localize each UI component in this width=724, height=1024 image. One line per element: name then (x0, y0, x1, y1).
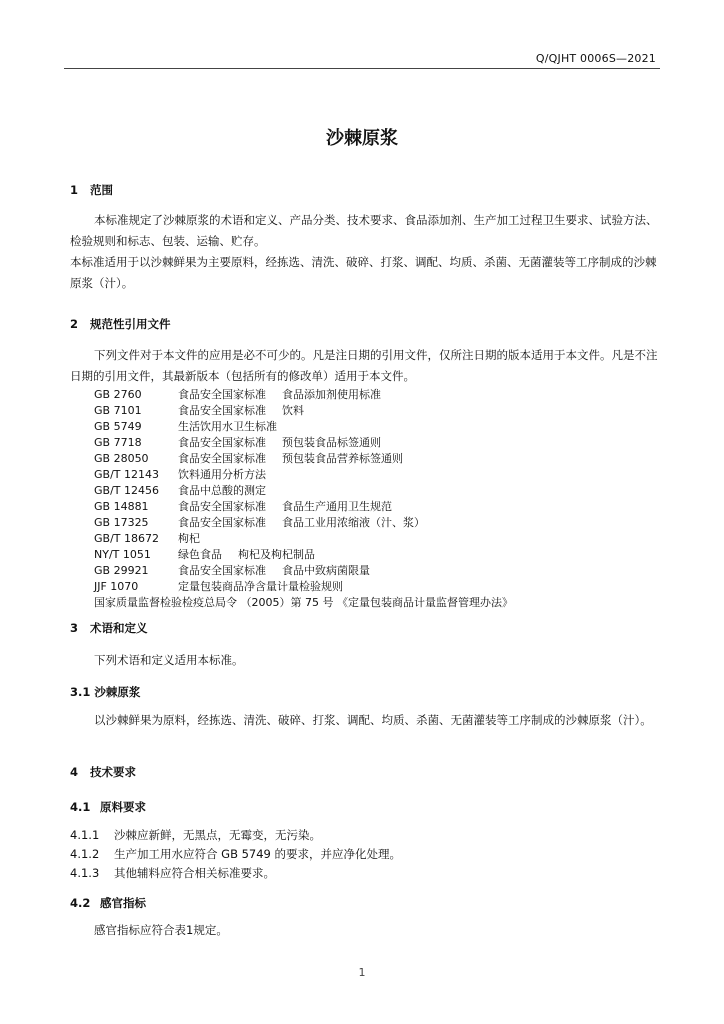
section-2-heading (70, 316, 171, 332)
reference-title: 食品安全国家标准 (178, 516, 266, 529)
reference-row (94, 483, 513, 499)
reference-row (94, 451, 513, 467)
header-divider (64, 68, 660, 69)
reference-subtitle: 预包装食品标签通则 (282, 436, 381, 449)
reference-subtitle: 预包装食品营养标签通则 (282, 452, 403, 465)
reference-code: GB 29921 (94, 564, 149, 577)
reference-subtitle: 食品中致病菌限量 (282, 564, 370, 577)
reference-title: 生活饮用水卫生标准 (178, 420, 277, 433)
scope-paragraph-1: 本标准规定了沙棘原浆的术语和定义、产品分类、技术要求、食品添加剂、生产加工过程卫生要求、试验方法、检验规则和标志、包装、运输、贮存。 (70, 213, 658, 248)
requirement-number: 4.1.1 (70, 828, 100, 842)
reference-row (94, 515, 513, 531)
requirement-item (70, 826, 401, 845)
reference-code: GB 5749 (94, 420, 142, 433)
reference-title: 定量包装商品净含量计量检验规则 (178, 580, 343, 593)
requirement-text: 生产加工用水应符合 GB 5749 的要求，并应净化处理。 (114, 847, 402, 861)
page-number: 1 (358, 966, 366, 979)
reference-title: 食品安全国家标准 (178, 452, 266, 465)
sensory-text: 感官指标应符合表1规定。 (94, 923, 228, 937)
requirement-item (70, 864, 401, 883)
reference-row-regulation (94, 595, 513, 611)
raw-material-requirements (70, 826, 401, 883)
subsection-4-2-heading (70, 895, 146, 911)
reference-code: JJF 1070 (94, 580, 139, 593)
reference-code: GB/T 18672 (94, 532, 159, 545)
section-title: 范围 (90, 183, 113, 197)
requirement-item (70, 845, 401, 864)
reference-subtitle: 枸杞及枸杞制品 (238, 548, 315, 561)
section-number: 4 (70, 765, 79, 779)
reference-row (94, 499, 513, 515)
reference-code: GB 7718 (94, 436, 142, 449)
reference-title: 饮料通用分析方法 (178, 468, 266, 481)
reference-title: 枸杞 (178, 532, 200, 545)
reference-row (94, 563, 513, 579)
reference-subtitle: 饮料 (282, 404, 304, 417)
requirement-text: 沙棘应新鲜，无黑点，无霉变，无污染。 (114, 828, 321, 842)
reference-row (94, 387, 513, 403)
reference-row (94, 531, 513, 547)
subsection-number: 4.1 (70, 800, 91, 814)
scope-paragraph-2: 本标准适用于以沙棘鲜果为主要原料，经拣选、清洗、破碎、打浆、调配、均质、杀菌、无菌灌装等工序制成的沙棘原浆（汁）。 (70, 255, 657, 290)
normative-intro: 下列文件对于本文件的应用是必不可少的。凡是注日期的引用文件，仅所注日期的版本适用于本文件。凡是不注日期的引用文件，其最新版本（包括所有的修改单）适用于本文件。 (70, 348, 658, 383)
subsection-title: 原料要求 (100, 800, 146, 814)
regulation-reference: 国家质量监督检验检疫总局令 （2005）第 75 号 《定量包装商品计量监督管理办法》 (94, 596, 513, 609)
reference-code: GB 2760 (94, 388, 142, 401)
reference-title: 食品安全国家标准 (178, 500, 266, 513)
section-title: 规范性引用文件 (90, 317, 171, 331)
reference-row (94, 579, 513, 595)
reference-row (94, 467, 513, 483)
reference-row (94, 403, 513, 419)
reference-subtitle: 食品添加剂使用标准 (282, 388, 381, 401)
standard-number: Q/QJHT 0006S—2021 (535, 52, 656, 65)
section-number: 3 (70, 621, 79, 635)
subsection-number: 4.2 (70, 896, 91, 910)
section-title: 技术要求 (90, 765, 136, 779)
section-title: 术语和定义 (90, 621, 148, 635)
document-title: 沙棘原浆 (326, 128, 398, 149)
subsection-number: 3.1 (70, 685, 91, 699)
reference-title: 食品中总酸的测定 (178, 484, 266, 497)
section-3-heading (70, 620, 148, 636)
section-4-heading (70, 764, 136, 780)
reference-code: GB/T 12456 (94, 484, 159, 497)
reference-list (94, 387, 513, 611)
subsection-3-1-heading (70, 684, 140, 700)
section-number: 1 (70, 183, 79, 197)
reference-title: 绿色食品 (178, 548, 222, 561)
reference-code: GB/T 12143 (94, 468, 159, 481)
reference-title: 食品安全国家标准 (178, 436, 266, 449)
subsection-4-1-heading (70, 799, 146, 815)
subsection-title: 感官指标 (100, 896, 146, 910)
section-1-heading (70, 182, 113, 198)
reference-code: GB 17325 (94, 516, 149, 529)
reference-title: 食品安全国家标准 (178, 388, 266, 401)
requirement-number: 4.1.3 (70, 866, 100, 880)
reference-code: GB 14881 (94, 500, 149, 513)
section-number: 2 (70, 317, 79, 331)
reference-subtitle: 食品生产通用卫生规范 (282, 500, 392, 513)
reference-row (94, 419, 513, 435)
reference-code: NY/T 1051 (94, 548, 151, 561)
reference-title: 食品安全国家标准 (178, 404, 266, 417)
reference-code: GB 28050 (94, 452, 149, 465)
terms-intro: 下列术语和定义适用本标准。 (94, 653, 244, 667)
requirement-number: 4.1.2 (70, 847, 100, 861)
reference-title: 食品安全国家标准 (178, 564, 266, 577)
term-definition: 以沙棘鲜果为原料，经拣选、清洗、破碎、打浆、调配、均质、杀菌、无菌灌装等工序制成的沙棘原浆（汁）。 (94, 713, 652, 727)
subsection-title: 沙棘原浆 (94, 685, 141, 699)
reference-code: GB 7101 (94, 404, 142, 417)
reference-subtitle: 食品工业用浓缩液（汁、浆） (282, 516, 425, 529)
reference-row (94, 547, 513, 563)
requirement-text: 其他辅料应符合相关标准要求。 (114, 866, 275, 880)
reference-row (94, 435, 513, 451)
